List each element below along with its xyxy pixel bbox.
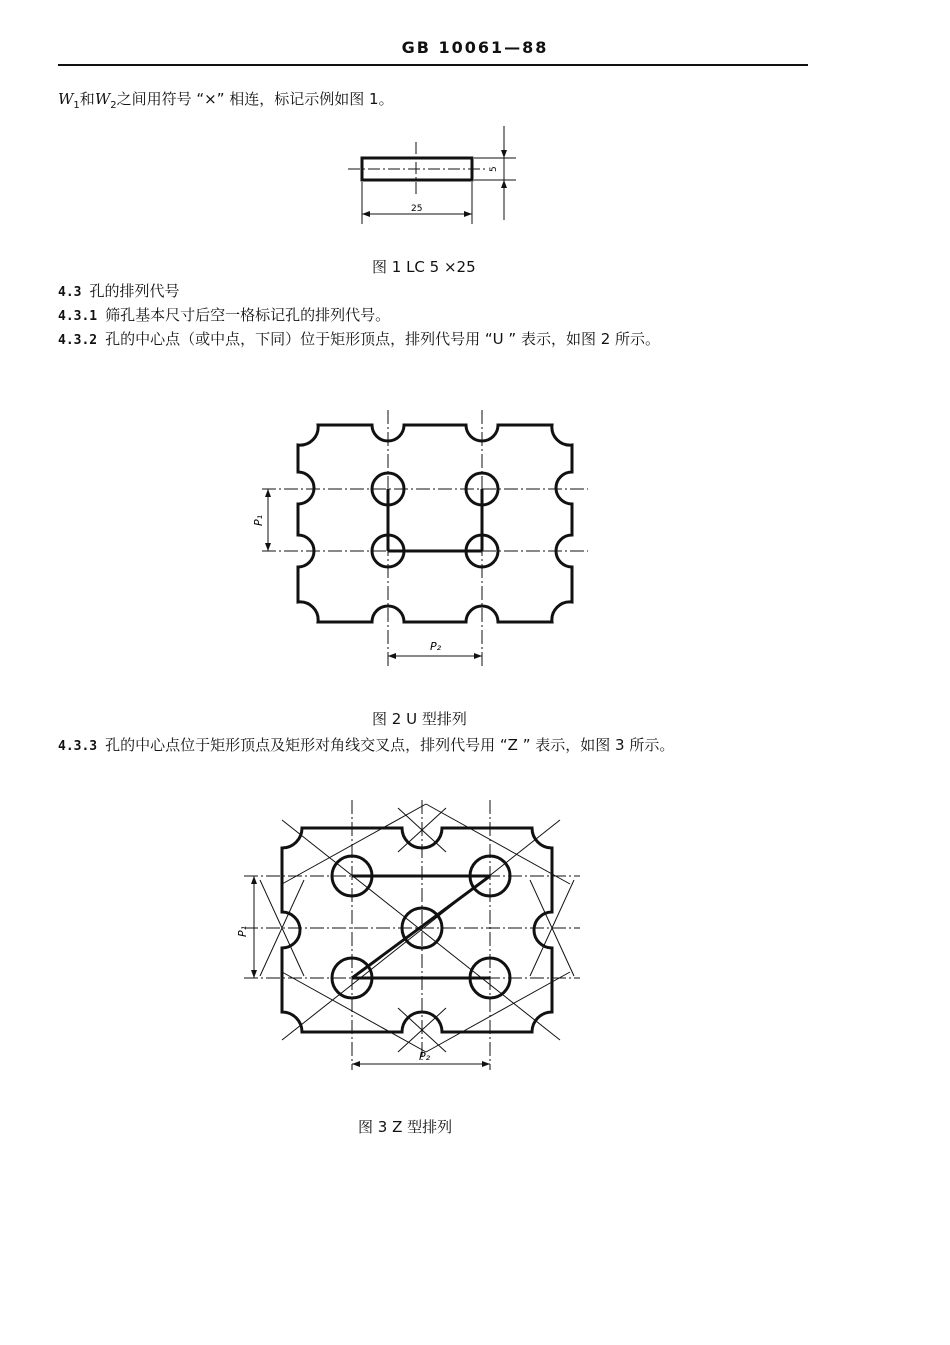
figure1-dim-length: 25 [411, 204, 423, 214]
section-4-3-2-text: 孔的中心点（或中点，下同）位于矩形顶点，排列代号用 “U ” 表示，如图 2 所示。 [105, 330, 661, 348]
section-4-3-2-number: 4.3.2 [58, 333, 98, 348]
figure2-caption: 图 2 U 型排列 [372, 710, 467, 728]
figure3-label-p1: P₁ [236, 925, 249, 937]
figure3-caption: 图 3 Z 型排列 [358, 1118, 453, 1136]
section-4-3-text: 孔的排列代号 [89, 282, 180, 300]
section-4-3-number: 4.3 [58, 285, 82, 300]
section-4-3-1-text: 筛孔基本尺寸后空一格标记孔的排列代号。 [105, 306, 391, 324]
w2-symbol: W [94, 90, 111, 108]
section-4-3-3-text: 孔的中心点位于矩形顶点及矩形对角线交叉点，排列代号用 “Z ” 表示，如图 3 所示。 [105, 736, 675, 754]
w1-subscript: 1 [73, 100, 80, 111]
w1-symbol: W [58, 90, 74, 108]
intro-and: 和 [79, 90, 95, 108]
figure2-label-p1: P₁ [252, 514, 265, 526]
figure1-caption: 图 1 LC 5 ×25 [372, 258, 476, 276]
section-4-3-3-number: 4.3.3 [58, 739, 98, 754]
intro-text: 之间用符号 “×” 相连，标记示例如图 1。 [116, 90, 394, 108]
w2-subscript: 2 [110, 100, 117, 111]
figure3-label-p2: P₂ [419, 1050, 431, 1063]
figure1-dim-width: 5 [489, 166, 499, 172]
page-header: GB 10061—88 [401, 38, 549, 57]
figure2-label-p2: P₂ [430, 640, 442, 653]
section-4-3-1-number: 4.3.1 [58, 309, 98, 324]
